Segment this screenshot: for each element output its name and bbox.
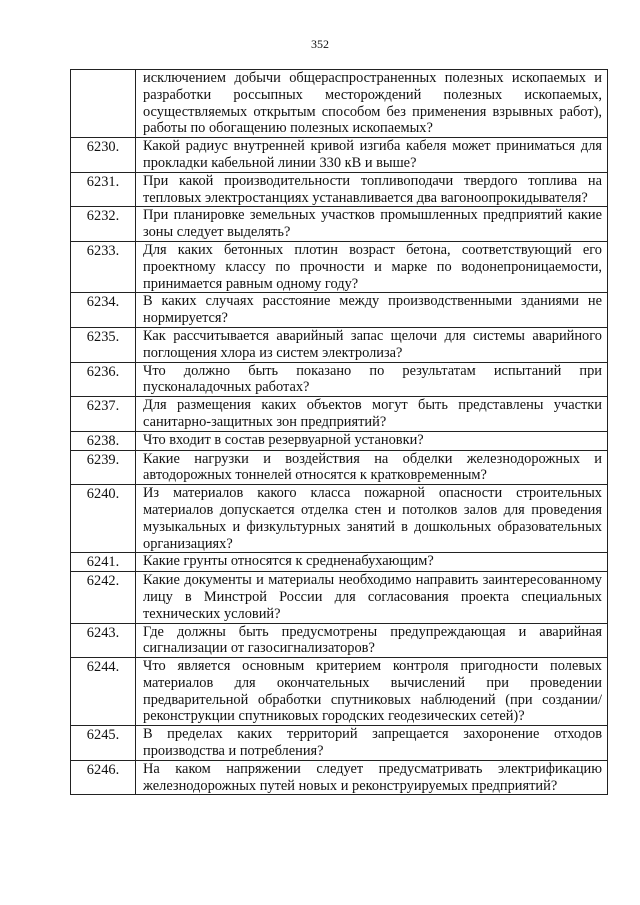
- question-text: Какой радиус внутренней кривой изгиба кабеля может приниматься для прокладки кабельной линии 330 кВ и выше?: [136, 138, 608, 173]
- table-row: [71, 485, 608, 553]
- table-row: [71, 327, 608, 362]
- page-number: 352: [311, 37, 329, 51]
- table-row: [71, 553, 608, 572]
- question-text: Как рассчитывается аварийный запас щелочи для системы аварийного поглощения хлора из систем электролиза?: [136, 327, 608, 362]
- question-number: 6238.: [71, 431, 136, 450]
- question-number: 6236.: [71, 362, 136, 397]
- table-row: [71, 623, 608, 658]
- question-text: Что является основным критерием контроля пригодности полевых материалов для окончательных вычислений при проведении предварительной обработки спутниковых наблюдений (при создании/реконструкции спутниковых городских геодезических сетей)?: [136, 658, 608, 726]
- table-row: [71, 726, 608, 761]
- question-number: [71, 70, 136, 138]
- table-row: [71, 241, 608, 292]
- question-text: Для размещения каких объектов могут быть представлены участки санитарно-защитных зон предприятий?: [136, 397, 608, 432]
- table-row: [71, 431, 608, 450]
- question-number: 6243.: [71, 623, 136, 658]
- question-text: На каком напряжении следует предусматривать электрификацию железнодорожных путей новых и реконструируемых предприятий?: [136, 760, 608, 795]
- table-row: [71, 450, 608, 485]
- questions-table: [70, 69, 608, 795]
- question-text: В пределах каких территорий запрещается захоронение отходов производства и потребления?: [136, 726, 608, 761]
- question-number: 6244.: [71, 658, 136, 726]
- question-number: 6235.: [71, 327, 136, 362]
- question-text: В каких случаях расстояние между производственными зданиями не нормируется?: [136, 293, 608, 328]
- question-text: Какие грунты относятся к средненабухающим?: [136, 553, 608, 572]
- table-row: [71, 760, 608, 795]
- table-row: [71, 70, 608, 138]
- question-number: 6232.: [71, 207, 136, 242]
- question-number: 6237.: [71, 397, 136, 432]
- question-text: Где должны быть предусмотрены предупреждающая и аварийная сигнализации от газосигнализаторов?: [136, 623, 608, 658]
- table-row: [71, 658, 608, 726]
- question-number: 6233.: [71, 241, 136, 292]
- question-number: 6246.: [71, 760, 136, 795]
- question-number: 6245.: [71, 726, 136, 761]
- table-row: [71, 172, 608, 207]
- table-row: [71, 397, 608, 432]
- question-text: Что входит в состав резервуарной установки?: [136, 431, 608, 450]
- table-row: [71, 362, 608, 397]
- question-number: 6234.: [71, 293, 136, 328]
- question-text: Какие нагрузки и воздействия на обделки железнодорожных и автодорожных тоннелей относятся к кратковременным?: [136, 450, 608, 485]
- question-number: 6241.: [71, 553, 136, 572]
- question-text: Какие документы и материалы необходимо направить заинтересованному лицу в Минстрой России для согласования проекта специальных технических условий?: [136, 572, 608, 623]
- question-number: 6240.: [71, 485, 136, 553]
- question-text: Для каких бетонных плотин возраст бетона, соответствующий его проектному классу по прочности и марке по водонепроницаемости, принимается равным одному году?: [136, 241, 608, 292]
- question-text: исключением добычи общераспространенных полезных ископаемых и разработки россыпных месторождений полезных ископаемых, осуществляемых открытым способом без применения взрывных работ), работы по обогащению полезных ископаемых?: [136, 70, 608, 138]
- question-number: 6239.: [71, 450, 136, 485]
- table-row: [71, 572, 608, 623]
- question-number: 6242.: [71, 572, 136, 623]
- table-row: [71, 138, 608, 173]
- table-row: [71, 207, 608, 242]
- question-number: 6231.: [71, 172, 136, 207]
- question-text: При планировке земельных участков промышленных предприятий какие зоны следует выделять?: [136, 207, 608, 242]
- table-row: [71, 293, 608, 328]
- question-text: Из материалов какого класса пожарной опасности строительных материалов допускается отделка стен и потолков залов для проведения музыкальных и физкультурных занятий в дошкольных образовательных организациях?: [136, 485, 608, 553]
- question-text: При какой производительности топливоподачи твердого топлива на тепловых электростанциях устанавливается два вагоноопрокидывателя?: [136, 172, 608, 207]
- question-number: 6230.: [71, 138, 136, 173]
- question-text: Что должно быть показано по результатам испытаний при пусконаладочных работах?: [136, 362, 608, 397]
